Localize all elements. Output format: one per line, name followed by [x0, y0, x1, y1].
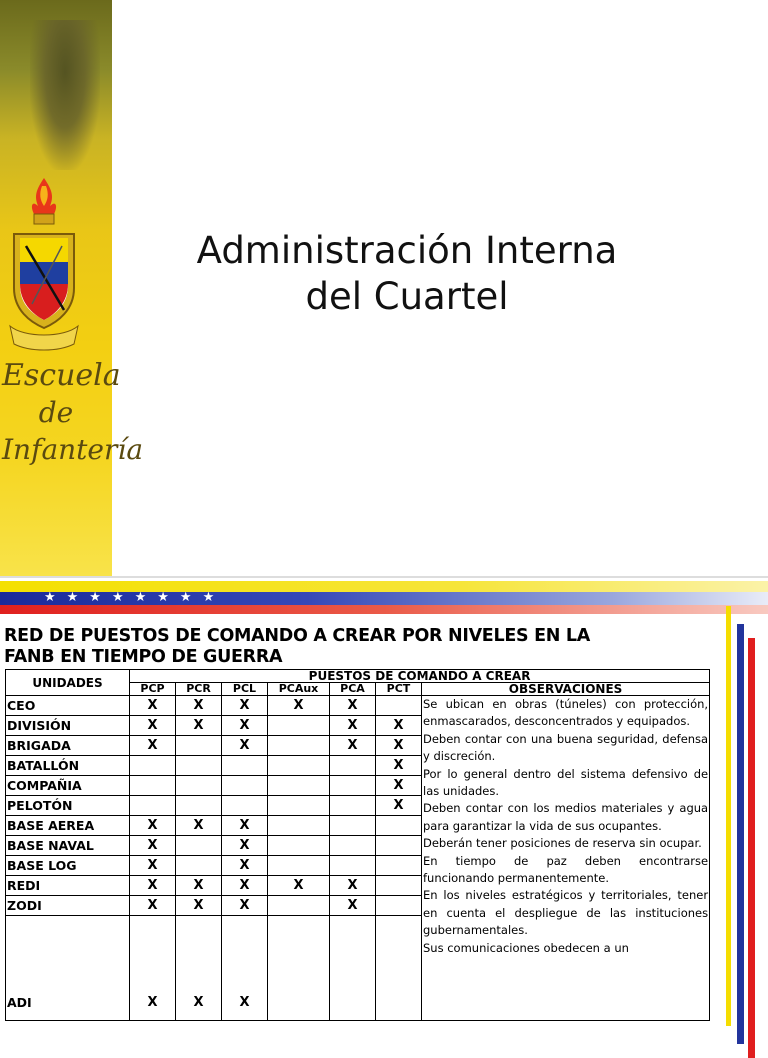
mark-cell: [130, 776, 176, 796]
observation-text: Deben contar con una buena seguridad, defensa y discreción.: [423, 731, 709, 764]
mark-cell: [376, 916, 422, 1021]
mark-cell: X: [222, 876, 268, 896]
mark-cell: X: [376, 776, 422, 796]
command-posts-table: [5, 669, 710, 1021]
flag-red-stripe: [0, 605, 768, 614]
mark-cell: X: [268, 696, 330, 716]
mark-cell: [176, 776, 222, 796]
table-title: [4, 626, 714, 668]
mark-cell: [130, 756, 176, 776]
mark-cell: X: [222, 836, 268, 856]
vertical-red-bar: [748, 638, 755, 1058]
mark-cell: X: [222, 736, 268, 756]
mark-cell: [376, 856, 422, 876]
mark-cell: [176, 736, 222, 756]
mark-cell: [376, 896, 422, 916]
mark-cell: X: [376, 716, 422, 736]
mark-cell: X: [330, 876, 376, 896]
unit-cell: REDI: [6, 876, 130, 896]
mark-cell: X: [130, 896, 176, 916]
flag-stars: ★★★★★★★★: [44, 590, 226, 605]
table-slide: [0, 578, 768, 1024]
unit-cell: DIVISIÓN: [6, 716, 130, 736]
mark-cell: X: [222, 896, 268, 916]
mark-cell: [268, 916, 330, 1021]
mark-cell: X: [130, 816, 176, 836]
unit-cell: BRIGADA: [6, 736, 130, 756]
unit-cell: ZODI: [6, 896, 130, 916]
unit-cell: CEO: [6, 696, 130, 716]
mark-cell: [376, 816, 422, 836]
mark-cell: [268, 716, 330, 736]
slide-title-line1: Administración Interna: [196, 229, 618, 272]
mark-cell: [268, 736, 330, 756]
mark-cell: [222, 796, 268, 816]
vertical-yellow-bar: [726, 606, 731, 1026]
observation-text: Deben contar con los medios materiales y agua para garantizar la vida de sus ocupantes.: [423, 801, 709, 833]
observation-text: Por lo general dentro del sistema defensivo de las unidades.: [423, 766, 709, 799]
mark-cell: [330, 836, 376, 856]
mark-cell: [330, 816, 376, 836]
venezuelan-flag-band: [0, 578, 768, 620]
mark-cell: [376, 696, 422, 716]
mark-cell: X: [176, 696, 222, 716]
mark-cell: [222, 756, 268, 776]
mark-cell: [268, 896, 330, 916]
school-name-line3: Infantería: [2, 432, 144, 466]
slide-title: [112, 228, 702, 320]
mark-cell: X: [176, 916, 222, 1021]
vertical-blue-bar: [737, 624, 744, 1044]
mark-cell: [330, 856, 376, 876]
mark-cell: X: [130, 876, 176, 896]
column-header: PCAux: [268, 683, 330, 696]
mark-cell: X: [330, 736, 376, 756]
mark-cell: X: [222, 916, 268, 1021]
mark-cell: [222, 776, 268, 796]
mark-cell: [330, 796, 376, 816]
mark-cell: [330, 756, 376, 776]
mark-cell: [176, 756, 222, 776]
observations-header: OBSERVACIONES: [422, 683, 710, 696]
column-header: PCT: [376, 683, 422, 696]
observation-text: En los niveles estratégicos y territoriales, tener en cuenta el despliegue de las instituciones gubernamentales.: [423, 888, 709, 938]
slide-title-line2: del Cuartel: [305, 275, 509, 318]
mark-cell: [130, 796, 176, 816]
table-row: [6, 696, 710, 716]
mark-cell: X: [268, 876, 330, 896]
unit-cell: ADI: [6, 916, 130, 1021]
mark-cell: [376, 876, 422, 896]
mark-cell: X: [330, 696, 376, 716]
mark-cell: X: [130, 836, 176, 856]
column-header: PCP: [130, 683, 176, 696]
mark-cell: X: [376, 736, 422, 756]
mark-cell: [376, 836, 422, 856]
mark-cell: [176, 856, 222, 876]
school-name: [0, 358, 144, 466]
mark-cell: X: [176, 816, 222, 836]
mark-cell: X: [130, 916, 176, 1021]
column-header: PCR: [176, 683, 222, 696]
unit-cell: BASE AEREA: [6, 816, 130, 836]
infantry-school-emblem: [6, 176, 82, 366]
column-header: PCL: [222, 683, 268, 696]
mark-cell: X: [222, 856, 268, 876]
mark-cell: [268, 776, 330, 796]
table-title-line2: FANB EN TIEMPO DE GUERRA: [4, 647, 283, 667]
mark-cell: X: [176, 896, 222, 916]
mark-cell: X: [130, 716, 176, 736]
school-name-line1: Escuela: [2, 358, 121, 393]
mark-cell: [268, 756, 330, 776]
mark-cell: [268, 796, 330, 816]
mark-cell: X: [130, 696, 176, 716]
mark-cell: X: [222, 816, 268, 836]
mark-cell: [176, 796, 222, 816]
command-posts-group-header: PUESTOS DE COMANDO A CREAR: [130, 670, 710, 683]
mark-cell: [330, 916, 376, 1021]
mark-cell: X: [130, 856, 176, 876]
school-banner: [0, 0, 144, 576]
mark-cell: X: [376, 796, 422, 816]
mark-cell: X: [222, 696, 268, 716]
mark-cell: [330, 776, 376, 796]
mark-cell: [268, 836, 330, 856]
table-title-line1: RED DE PUESTOS DE COMANDO A CREAR POR NIVELES EN LA: [4, 626, 590, 646]
mark-cell: [268, 856, 330, 876]
mark-cell: [176, 836, 222, 856]
mark-cell: X: [222, 716, 268, 736]
observation-text: En tiempo de paz deben encontrarse funcionando permanentemente.: [423, 853, 709, 886]
soldier-photo: [30, 20, 100, 170]
mark-cell: X: [376, 756, 422, 776]
mark-cell: X: [176, 876, 222, 896]
mark-cell: X: [330, 716, 376, 736]
mark-cell: [268, 816, 330, 836]
mark-cell: X: [176, 716, 222, 736]
mark-cell: X: [130, 736, 176, 756]
unit-cell: COMPAÑIA: [6, 776, 130, 796]
unit-cell: BASE NAVAL: [6, 836, 130, 856]
units-header: UNIDADES: [6, 670, 130, 696]
observations-cell: [422, 696, 710, 1021]
unit-cell: BATALLÓN: [6, 756, 130, 776]
column-header: PCA: [330, 683, 376, 696]
observation-text: Deberán tener posiciones de reserva sin ocupar.: [423, 836, 702, 851]
school-name-line2: de: [38, 395, 74, 429]
mark-cell: X: [330, 896, 376, 916]
unit-cell: BASE LOG: [6, 856, 130, 876]
observation-text: Se ubican en obras (túneles) con protección, enmascarados, desconcentrados y equipados.: [423, 697, 709, 729]
observation-text: Sus comunicaciones obedecen a un: [423, 940, 629, 955]
unit-cell: PELOTÓN: [6, 796, 130, 816]
